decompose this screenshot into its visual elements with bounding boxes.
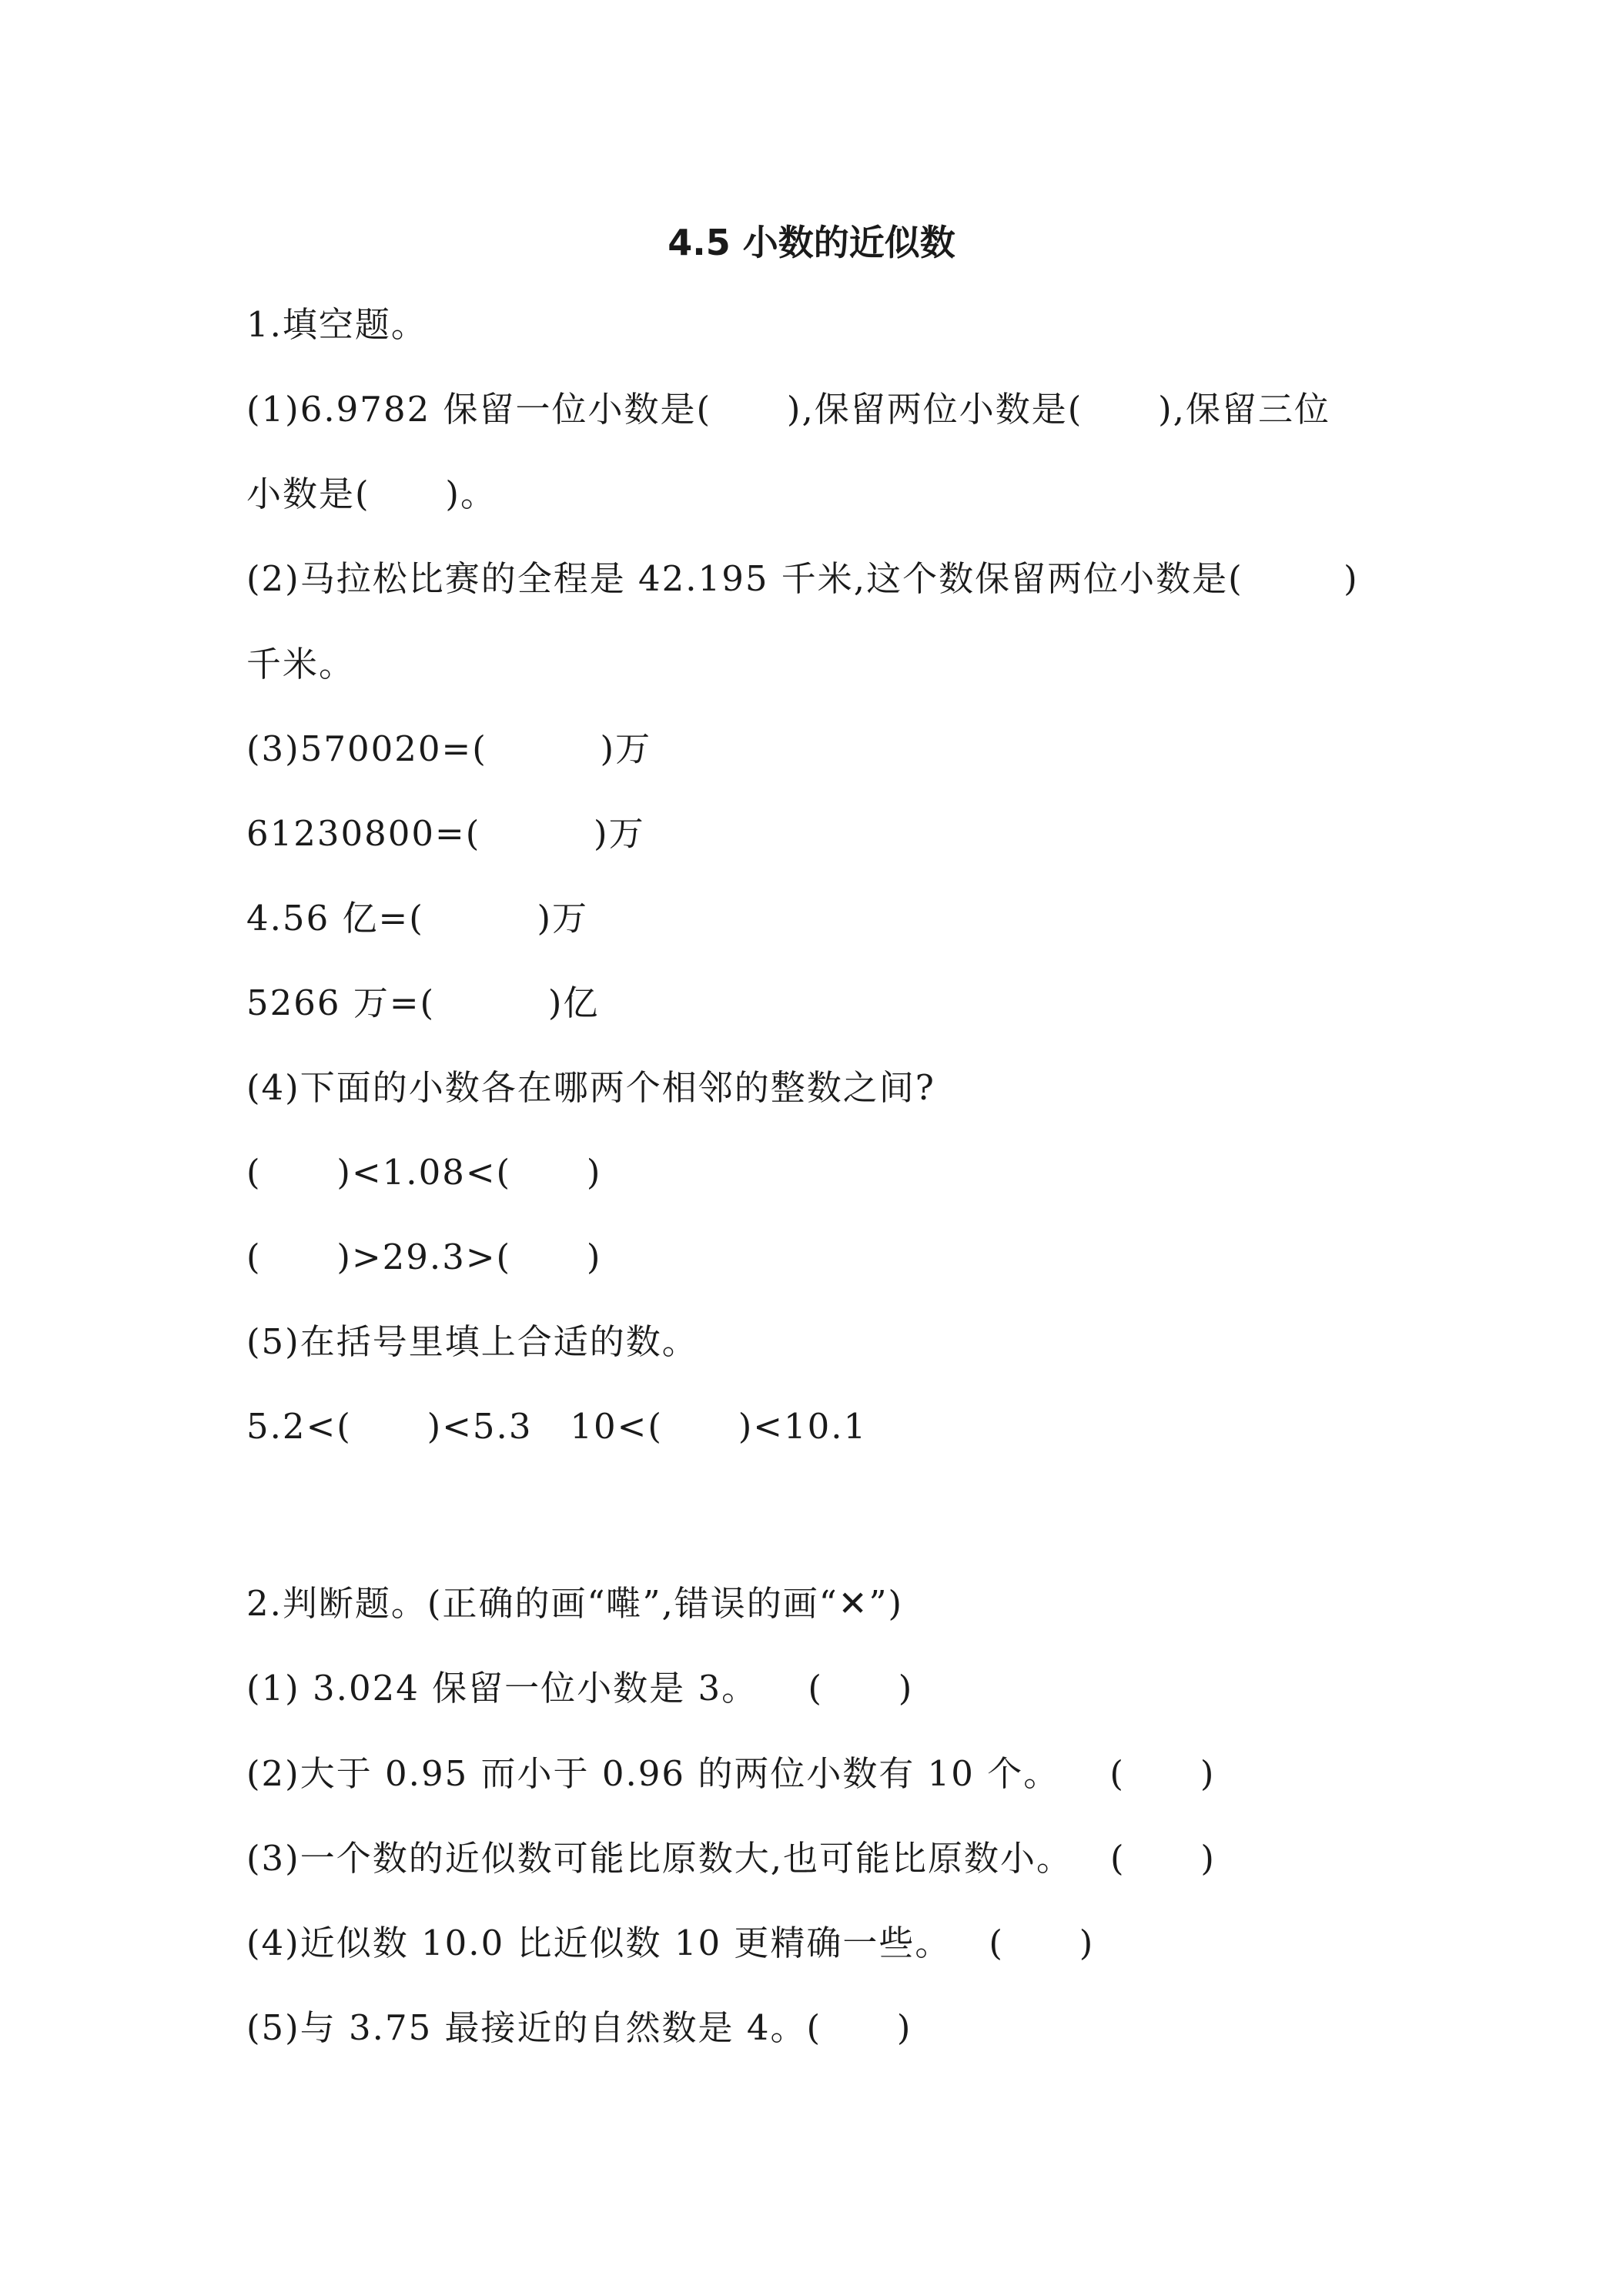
q3-line3: 4.56 亿=( )万 — [246, 898, 589, 939]
q4-line2: ( )<1.08<( ) — [246, 1152, 602, 1193]
q5-line2: 5.2<( )<5.3 10<( )<10.1 — [246, 1406, 868, 1447]
q3-line4: 5266 万=( )亿 — [246, 982, 600, 1023]
q2-line1: (2)马拉松比赛的全程是 42.195 千米,这个数保留两位小数是( ) — [246, 558, 1359, 599]
judge-item-4: (4)近似数 10.0 比近似数 10 更精确一些。 ( ) — [246, 1923, 1095, 1963]
q1-line2: 小数是( )。 — [246, 474, 497, 514]
q3-line2: 61230800=( )万 — [246, 813, 645, 854]
judge-item-5: (5)与 3.75 最接近的自然数是 4。( ) — [246, 2007, 912, 2048]
judge-item-1: (1) 3.024 保留一位小数是 3。 ( ) — [246, 1668, 914, 1709]
section2-heading: 2.判断题。(正确的画“嚡”,错误的画“✕”) — [246, 1583, 904, 1624]
judge-item-2: (2)大于 0.95 而小于 0.96 的两位小数有 10 个。 ( ) — [246, 1753, 1216, 1794]
q2-line2: 千米。 — [246, 644, 356, 684]
judge-item-3: (3)一个数的近似数可能比原数大,也可能比原数小。 ( ) — [246, 1838, 1216, 1879]
q5-line1: (5)在括号里填上合适的数。 — [246, 1321, 698, 1362]
page-title: 4.5 小数的近似数 — [668, 222, 955, 263]
q4-line1: (4)下面的小数各在哪两个相邻的整数之间? — [246, 1067, 935, 1108]
q4-line3: ( )>29.3>( ) — [246, 1237, 602, 1277]
q3-line1: (3)570020=( )万 — [246, 728, 652, 769]
section1-heading: 1.填空题。 — [246, 304, 427, 345]
q1-line1: (1)6.9782 保留一位小数是( ),保留两位小数是( ),保留三位 — [246, 389, 1330, 430]
